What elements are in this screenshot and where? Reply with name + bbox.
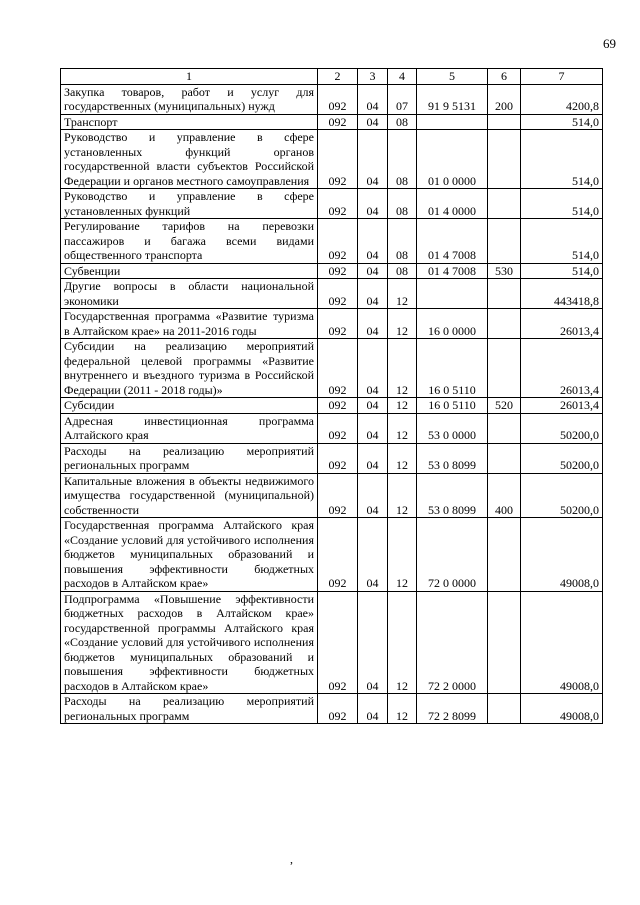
row-name-cell: Субвенции bbox=[61, 263, 318, 279]
row-name-cell: Закупка товаров, работ и услуг для государственных (муниципальных) нужд bbox=[61, 84, 318, 114]
amount-cell: 26013,4 bbox=[521, 309, 603, 339]
ministry-code-cell: 092 bbox=[318, 443, 358, 473]
target-item-cell bbox=[417, 114, 488, 130]
section-code-cell: 04 bbox=[358, 518, 388, 592]
ministry-code-cell: 092 bbox=[318, 114, 358, 130]
table-row bbox=[61, 443, 603, 473]
amount-cell: 514,0 bbox=[521, 263, 603, 279]
amount-cell: 514,0 bbox=[521, 130, 603, 189]
section-code-cell: 04 bbox=[358, 84, 388, 114]
target-item-cell: 72 0 0000 bbox=[417, 518, 488, 592]
table-row bbox=[61, 339, 603, 398]
section-code-cell: 04 bbox=[358, 591, 388, 694]
subsection-code-cell: 12 bbox=[388, 339, 417, 398]
target-item-cell: 01 4 0000 bbox=[417, 189, 488, 219]
column-header: 4 bbox=[388, 69, 417, 85]
expense-type-cell bbox=[488, 413, 521, 443]
column-header: 6 bbox=[488, 69, 521, 85]
target-item-cell: 72 2 0000 bbox=[417, 591, 488, 694]
ministry-code-cell: 092 bbox=[318, 84, 358, 114]
target-item-cell: 53 0 0000 bbox=[417, 413, 488, 443]
section-code-cell: 04 bbox=[358, 189, 388, 219]
amount-cell: 49008,0 bbox=[521, 694, 603, 724]
table-row bbox=[61, 413, 603, 443]
section-code-cell: 04 bbox=[358, 473, 388, 518]
row-name-cell: Подпрограмма «Повышение эффективности бюджетных расходов в Алтайском крае» государственной программы Алтайского края «Создание условий для устойчивого исполнения бюджетов муниципальных образований и повышения эффективности бюджетных расходов в Алтайском крае» bbox=[61, 591, 318, 694]
subsection-code-cell: 12 bbox=[388, 443, 417, 473]
table-row bbox=[61, 473, 603, 518]
ministry-code-cell: 092 bbox=[318, 279, 358, 309]
section-code-cell: 04 bbox=[358, 263, 388, 279]
row-name-cell: Транспорт bbox=[61, 114, 318, 130]
amount-cell: 50200,0 bbox=[521, 443, 603, 473]
ministry-code-cell: 092 bbox=[318, 263, 358, 279]
subsection-code-cell: 12 bbox=[388, 518, 417, 592]
table-row bbox=[61, 263, 603, 279]
subsection-code-cell: 12 bbox=[388, 279, 417, 309]
target-item-cell bbox=[417, 279, 488, 309]
amount-cell: 514,0 bbox=[521, 189, 603, 219]
row-name-cell: Капитальные вложения в объекты недвижимого имущества государственной (муниципальной) собственности bbox=[61, 473, 318, 518]
column-header: 7 bbox=[521, 69, 603, 85]
expense-type-cell bbox=[488, 279, 521, 309]
row-name-cell: Субсидии на реализацию мероприятий федеральной целевой программы «Развитие внутреннего и въездного туризма в Российской Федерации (2011 - 2018 годы)» bbox=[61, 339, 318, 398]
table-row bbox=[61, 219, 603, 264]
target-item-cell: 16 0 5110 bbox=[417, 398, 488, 414]
target-item-cell: 01 0 0000 bbox=[417, 130, 488, 189]
row-name-cell: Адресная инвестиционная программа Алтайского края bbox=[61, 413, 318, 443]
amount-cell: 4200,8 bbox=[521, 84, 603, 114]
target-item-cell: 01 4 7008 bbox=[417, 219, 488, 264]
ministry-code-cell: 092 bbox=[318, 130, 358, 189]
row-name-cell: Субсидии bbox=[61, 398, 318, 414]
header-row bbox=[61, 69, 603, 85]
section-code-cell: 04 bbox=[358, 130, 388, 189]
target-item-cell: 16 0 5110 bbox=[417, 339, 488, 398]
table-row bbox=[61, 518, 603, 592]
subsection-code-cell: 08 bbox=[388, 189, 417, 219]
subsection-code-cell: 12 bbox=[388, 473, 417, 518]
expense-type-cell bbox=[488, 694, 521, 724]
subsection-code-cell: 12 bbox=[388, 398, 417, 414]
ministry-code-cell: 092 bbox=[318, 219, 358, 264]
section-code-cell: 04 bbox=[358, 413, 388, 443]
section-code-cell: 04 bbox=[358, 339, 388, 398]
amount-cell: 443418,8 bbox=[521, 279, 603, 309]
footer-mark: , bbox=[290, 852, 293, 866]
expense-type-cell bbox=[488, 443, 521, 473]
subsection-code-cell: 12 bbox=[388, 413, 417, 443]
section-code-cell: 04 bbox=[358, 694, 388, 724]
section-code-cell: 04 bbox=[358, 309, 388, 339]
section-code-cell: 04 bbox=[358, 114, 388, 130]
target-item-cell: 01 4 7008 bbox=[417, 263, 488, 279]
subsection-code-cell: 08 bbox=[388, 130, 417, 189]
amount-cell: 514,0 bbox=[521, 219, 603, 264]
ministry-code-cell: 092 bbox=[318, 518, 358, 592]
expense-type-cell bbox=[488, 339, 521, 398]
ministry-code-cell: 092 bbox=[318, 309, 358, 339]
row-name-cell: Государственная программа «Развитие туризма в Алтайском крае» на 2011-2016 годы bbox=[61, 309, 318, 339]
budget-table bbox=[60, 68, 603, 724]
amount-cell: 49008,0 bbox=[521, 518, 603, 592]
expense-type-cell bbox=[488, 130, 521, 189]
ministry-code-cell: 092 bbox=[318, 339, 358, 398]
expense-type-cell bbox=[488, 309, 521, 339]
row-name-cell: Другие вопросы в области национальной экономики bbox=[61, 279, 318, 309]
amount-cell: 514,0 bbox=[521, 114, 603, 130]
target-item-cell: 16 0 0000 bbox=[417, 309, 488, 339]
expense-type-cell bbox=[488, 591, 521, 694]
subsection-code-cell: 12 bbox=[388, 309, 417, 339]
amount-cell: 50200,0 bbox=[521, 473, 603, 518]
table-row bbox=[61, 591, 603, 694]
table-row bbox=[61, 398, 603, 414]
target-item-cell: 53 0 8099 bbox=[417, 443, 488, 473]
target-item-cell: 72 2 8099 bbox=[417, 694, 488, 724]
row-name-cell: Расходы на реализацию мероприятий региональных программ bbox=[61, 694, 318, 724]
section-code-cell: 04 bbox=[358, 398, 388, 414]
table-row bbox=[61, 84, 603, 114]
expense-type-cell: 520 bbox=[488, 398, 521, 414]
row-name-cell: Государственная программа Алтайского края «Создание условий для устойчивого исполнения бюджетов муниципальных образований и повышения эффективности бюджетных расходов в Алтайском крае» bbox=[61, 518, 318, 592]
expense-type-cell: 200 bbox=[488, 84, 521, 114]
ministry-code-cell: 092 bbox=[318, 413, 358, 443]
table-row bbox=[61, 694, 603, 724]
subsection-code-cell: 08 bbox=[388, 263, 417, 279]
subsection-code-cell: 08 bbox=[388, 114, 417, 130]
expense-type-cell: 400 bbox=[488, 473, 521, 518]
subsection-code-cell: 12 bbox=[388, 591, 417, 694]
ministry-code-cell: 092 bbox=[318, 473, 358, 518]
section-code-cell: 04 bbox=[358, 443, 388, 473]
table-row bbox=[61, 114, 603, 130]
ministry-code-cell: 092 bbox=[318, 398, 358, 414]
page-number: 69 bbox=[603, 36, 616, 51]
amount-cell: 26013,4 bbox=[521, 398, 603, 414]
section-code-cell: 04 bbox=[358, 279, 388, 309]
subsection-code-cell: 12 bbox=[388, 694, 417, 724]
expense-type-cell bbox=[488, 518, 521, 592]
column-header: 5 bbox=[417, 69, 488, 85]
section-code-cell: 04 bbox=[358, 219, 388, 264]
row-name-cell: Регулирование тарифов на перевозки пассажиров и багажа всеми видами общественного транспорта bbox=[61, 219, 318, 264]
row-name-cell: Руководство и управление в сфере установленных функций bbox=[61, 189, 318, 219]
amount-cell: 26013,4 bbox=[521, 339, 603, 398]
amount-cell: 50200,0 bbox=[521, 413, 603, 443]
table-row bbox=[61, 130, 603, 189]
expense-type-cell bbox=[488, 189, 521, 219]
subsection-code-cell: 07 bbox=[388, 84, 417, 114]
table-row bbox=[61, 309, 603, 339]
expense-type-cell bbox=[488, 219, 521, 264]
subsection-code-cell: 08 bbox=[388, 219, 417, 264]
row-name-cell: Расходы на реализацию мероприятий региональных программ bbox=[61, 443, 318, 473]
column-header: 3 bbox=[358, 69, 388, 85]
column-header: 2 bbox=[318, 69, 358, 85]
target-item-cell: 53 0 8099 bbox=[417, 473, 488, 518]
expense-type-cell: 530 bbox=[488, 263, 521, 279]
amount-cell: 49008,0 bbox=[521, 591, 603, 694]
target-item-cell: 91 9 5131 bbox=[417, 84, 488, 114]
ministry-code-cell: 092 bbox=[318, 189, 358, 219]
table-row bbox=[61, 279, 603, 309]
expense-type-cell bbox=[488, 114, 521, 130]
ministry-code-cell: 092 bbox=[318, 591, 358, 694]
column-header: 1 bbox=[61, 69, 318, 85]
table-row bbox=[61, 189, 603, 219]
ministry-code-cell: 092 bbox=[318, 694, 358, 724]
row-name-cell: Руководство и управление в сфере установленных функций органов государственной власти субъектов Российской Федерации и органов местного самоуправления bbox=[61, 130, 318, 189]
